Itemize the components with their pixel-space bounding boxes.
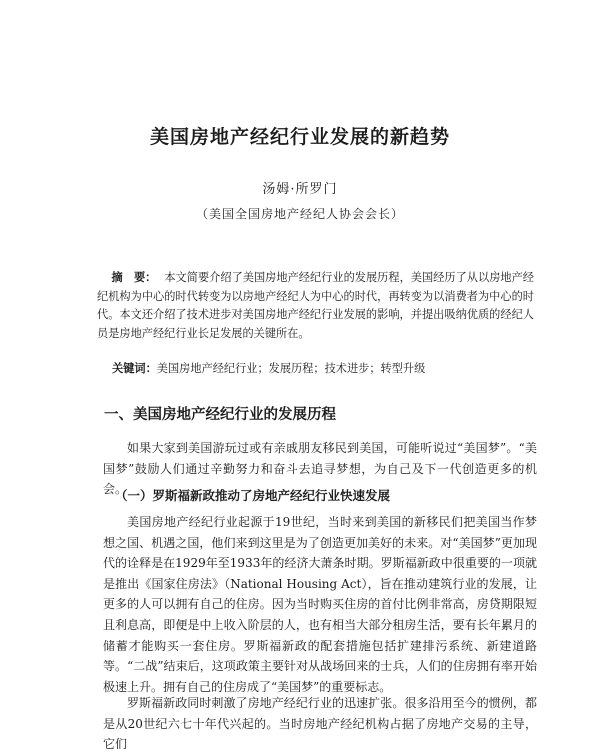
subsection-heading: （一）罗斯福新政推动了房地产经纪行业快速发展 [115,488,391,503]
abstract [97,268,534,343]
author-name: 汤姆·所罗门 [262,182,338,197]
author-affiliation: （美国全国房地产经纪人协会会长） [195,207,404,221]
body-paragraph: 美国房地产经纪行业起源于19世纪，当时来到美国的新移民们把美国当作梦想之国、机遇之国，他们来到这里是为了创造更加美好的未来。对“美国梦”更加现代的诠释是在1929年至1933年的经济大萧条时期。罗斯福新政中很重要的一项就是推出《国家住房法》（National Housing Act），旨在推动建筑行业的发展，让更多的人可以拥有自己的住房。因为当时购买住房的首付比例非常高，房贷期限短且利息高，即便是中上收入阶层的人，也有相当大部分租房生活，要有长年累月的储蓄才能购买一套住房。罗斯福新政的配套措施包括扩建排污系统、新建道路等。“二战”结束后，这项政策主要针对从战场回来的士兵，人们的住房拥有率开始极速上升。拥有自己的住房成了“美国梦”的重要标志。 [103,515,537,694]
section-heading: 一、美国房地产经纪行业的发展历程 [104,407,336,423]
keywords-label: 关键词： [112,361,157,375]
body-paragraph: 罗斯福新政同时刺激了房地产经纪行业的迅速扩张。很多沿用至今的惯例，都是从20世纪六七十年代兴起的。当时房地产经纪机构占据了房地产交易的主导，它们 [103,696,537,752]
keywords [112,359,532,378]
paper-title: 美国房地产经纪行业发展的新趋势 [149,126,450,148]
abstract-label: 摘 要： [111,270,157,284]
keywords-text: 美国房地产经纪行业；发展历程；技术进步；转型升级 [156,362,426,375]
body-paragraph: 如果大家到美国游玩过或有亲戚朋友移民到美国，可能听说过“美国梦”。“美国梦”鼓励人们通过辛勤努力和奋斗去追寻梦想，为自己及下一代创造更多的机会。 [103,441,537,497]
abstract-text: 本文简要介绍了美国房地产经纪行业的发展历程，美国经历了从以房地产经纪机构为中心的时代转变为以房地产经纪人为中心的时代，再转变为以消费者为中心的时代。本文还介绍了技术进步对美国房地产经纪行业发展的影响，并提出吸纳优质的经纪人员是房地产经纪行业长足发展的关键所在。 [97,271,534,340]
